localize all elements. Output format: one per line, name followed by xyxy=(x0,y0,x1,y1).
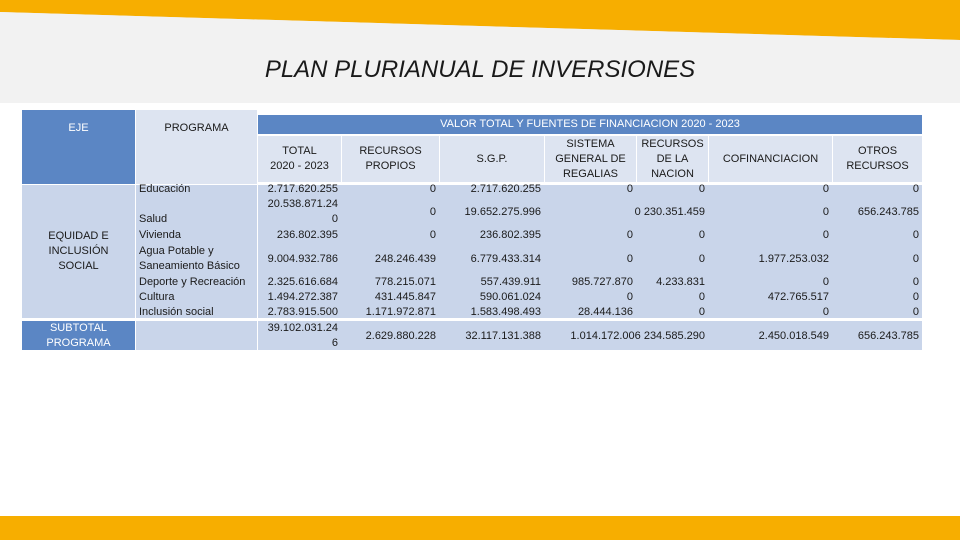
subtotal-programa-blank xyxy=(136,321,257,350)
agua-cofin: 1.977.253.032 xyxy=(758,253,829,265)
header-nacion: RECURSOS DE LA NACION xyxy=(637,136,708,182)
header-otros-recursos: OTROS RECURSOS xyxy=(833,136,922,182)
salud-sgp: 19.652.275.996 xyxy=(464,206,541,218)
deporte-cofin: 0 xyxy=(822,276,829,288)
edu-propios: 0 xyxy=(429,183,436,195)
page-title: PLAN PLURIANUAL DE INVERSIONES xyxy=(264,56,696,83)
deporte-nacion: 4.233.831 xyxy=(656,276,705,288)
cultura-otros: 0 xyxy=(912,291,919,303)
vivienda-sgr: 0 xyxy=(626,229,633,241)
salud-total: 20.538.871.24 0 xyxy=(267,198,338,225)
deporte-otros: 0 xyxy=(912,276,919,288)
inclusion-nacion: 0 xyxy=(698,306,705,318)
deporte-sgr: 985.727.870 xyxy=(571,276,633,288)
cultura-sgr: 0 xyxy=(626,291,633,303)
program-deporte: Deporte y Recreación xyxy=(139,276,246,288)
program-educacion: Educación xyxy=(139,183,191,195)
deporte-propios: 778.215.071 xyxy=(374,276,436,288)
salud-otros: 656.243.785 xyxy=(857,206,919,218)
top-banner xyxy=(0,0,960,103)
header-cofinanciacion: COFINANCIACION xyxy=(709,136,832,182)
vivienda-sgp: 236.802.395 xyxy=(479,229,541,241)
inclusion-propios: 1.171.972.871 xyxy=(365,306,436,318)
cultura-cofin: 472.765.517 xyxy=(767,291,829,303)
edu-total: 2.717.620.255 xyxy=(267,183,338,195)
header-recursos-propios: RECURSOS PROPIOS xyxy=(342,136,439,182)
agua-sgr: 0 xyxy=(626,253,633,265)
agua-total: 9.004.932.786 xyxy=(267,253,338,265)
subtotal-sgp: 32.117.131.388 xyxy=(465,330,541,342)
cultura-sgp: 590.061.024 xyxy=(479,291,541,303)
subtotal-sgr-nacion: 1.014.172.006 234.585.290 xyxy=(570,330,705,342)
program-inclusion: Inclusión social xyxy=(139,306,214,318)
cultura-propios: 431.445.847 xyxy=(374,291,436,303)
header-programa: PROGRAMA xyxy=(136,110,257,184)
inclusion-total: 2.783.915.500 xyxy=(267,306,338,318)
inclusion-otros: 0 xyxy=(912,306,919,318)
salud-cofin: 0 xyxy=(822,206,829,218)
subtotal-total: 39.102.031.24 6 xyxy=(267,322,338,349)
subtotal-propios: 2.629.880.228 xyxy=(365,330,436,342)
agua-nacion: 0 xyxy=(698,253,705,265)
salud-sgr-nacion: 0 230.351.459 xyxy=(634,206,705,218)
cultura-total: 1.494.272.387 xyxy=(267,291,338,303)
agua-propios: 248.246.439 xyxy=(374,253,436,265)
program-salud: Salud xyxy=(139,213,168,225)
vivienda-cofin: 0 xyxy=(822,229,829,241)
subtotal-cofin: 2.450.018.549 xyxy=(758,330,829,342)
edu-sgr: 0 xyxy=(626,183,633,195)
header-total: TOTAL 2020 - 2023 xyxy=(258,136,341,182)
edu-cofin: 0 xyxy=(822,183,829,195)
deporte-total: 2.325.616.684 xyxy=(267,276,338,288)
agua-otros: 0 xyxy=(912,253,919,265)
header-eje: EJE xyxy=(22,110,135,184)
header-sgr: SISTEMA GENERAL DE REGALIAS xyxy=(545,136,636,182)
agua-sgp: 6.779.433.314 xyxy=(470,253,541,265)
header-sgp: S.G.P. xyxy=(440,136,544,182)
subtotal-label: SUBTOTAL PROGRAMA xyxy=(22,321,135,350)
eje-label: EQUIDAD E INCLUSIÓN SOCIAL xyxy=(22,185,135,318)
program-agua: Agua Potable y Saneamiento Básico xyxy=(139,245,240,272)
program-cultura: Cultura xyxy=(139,291,175,303)
vivienda-otros: 0 xyxy=(912,229,919,241)
vivienda-nacion: 0 xyxy=(698,229,705,241)
inclusion-sgp: 1.583.498.493 xyxy=(470,306,541,318)
cultura-nacion: 0 xyxy=(698,291,705,303)
vivienda-total: 236.802.395 xyxy=(276,229,338,241)
inclusion-sgr: 28.444.136 xyxy=(577,306,633,318)
edu-nacion: 0 xyxy=(698,183,705,195)
inclusion-cofin: 0 xyxy=(822,306,829,318)
subtotal-otros: 656.243.785 xyxy=(857,330,919,342)
edu-sgp: 2.717.620.255 xyxy=(470,183,541,195)
salud-propios: 0 xyxy=(429,206,436,218)
edu-otros: 0 xyxy=(912,183,919,195)
deporte-sgp: 557.439.911 xyxy=(480,276,541,288)
program-vivienda: Vivienda xyxy=(139,229,181,241)
bottom-band xyxy=(0,516,960,540)
vivienda-propios: 0 xyxy=(429,229,436,241)
header-valor-total: VALOR TOTAL Y FUENTES DE FINANCIACION 2020 - 2023 xyxy=(258,115,922,134)
